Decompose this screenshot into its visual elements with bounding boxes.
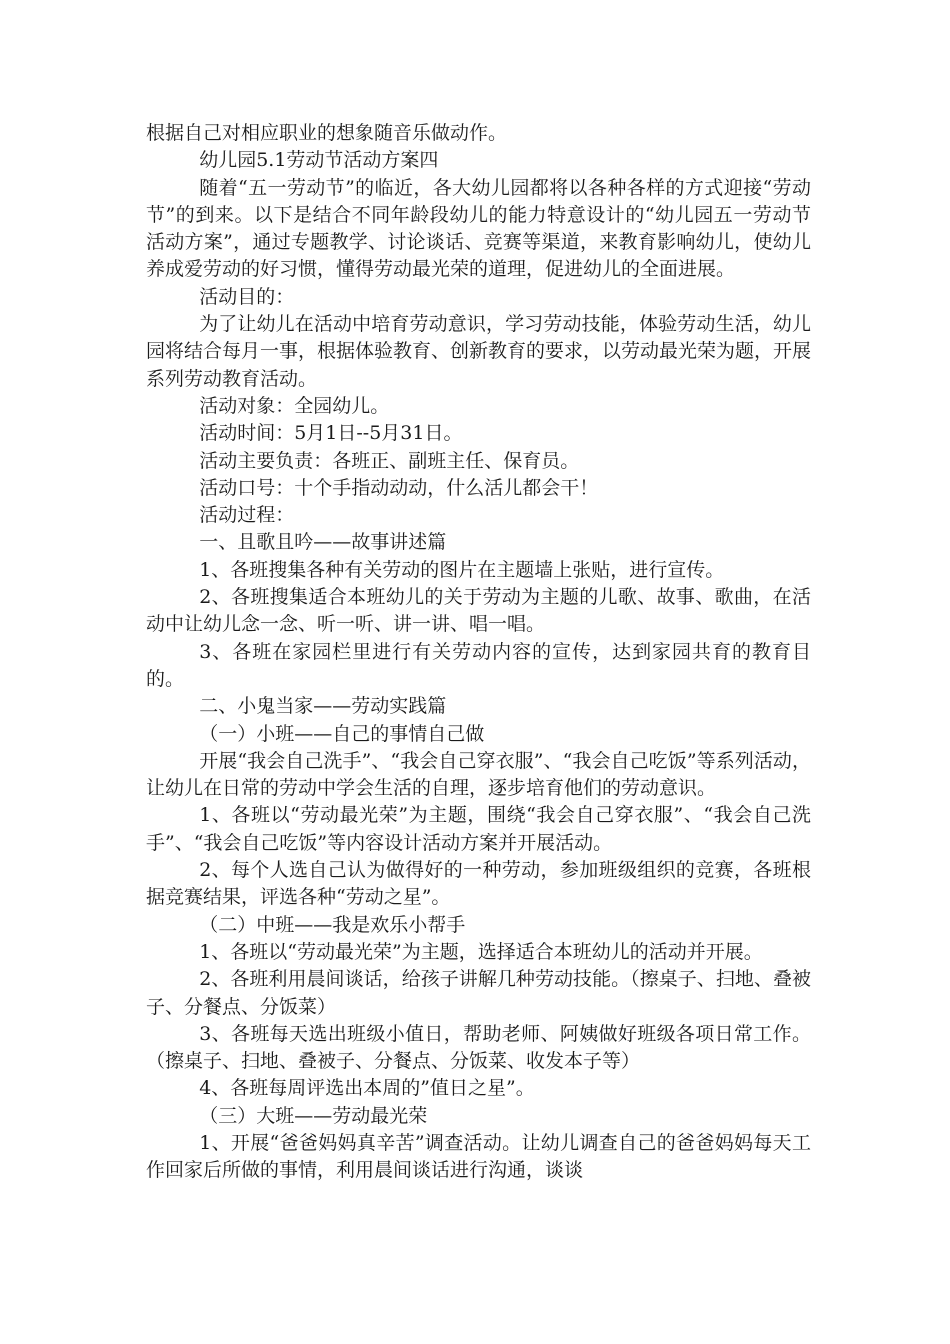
document-body	[146, 120, 811, 1185]
activity-time: 活动时间：5月1日--5月31日。	[199, 422, 463, 445]
list-item: 1、各班搜集各种有关劳动的图片在主题墙上张贴，进行宣传。	[199, 558, 725, 581]
paragraph: 开展“我会自己洗手”、“我会自己穿衣服”、“我会自己吃饭”等系列活动，让幼儿在日常的劳动中学会生活的自理，逐步培育他们的劳动意识。	[146, 749, 811, 800]
activity-owner: 活动主要负责：各班正、副班主任、保育员。	[199, 449, 580, 472]
list-item: 4、各班每周评选出本周的”值日之星”。	[199, 1077, 535, 1100]
activity-slogan: 活动口号：十个手指动动动，什么活儿都会干！	[199, 476, 599, 499]
subheading: （三）大班——劳动最光荣	[199, 1104, 428, 1127]
list-item: 2、各班搜集适合本班幼儿的关于劳动为主题的儿歌、故事、歌曲，在活动中让幼儿念一念、听一听、讲一讲、唱一唱。	[146, 586, 811, 636]
list-item: 3、各班在家园栏里进行有关劳动内容的宣传，达到家园共育的教育目的。	[146, 640, 811, 690]
activity-target: 活动对象：全园幼儿。	[199, 394, 390, 417]
subheading: （一）小班——自己的事情自己做	[199, 722, 485, 745]
list-item: 1、各班以“劳动最光荣”为主题，围绕“我会自己穿衣服”、“我会自己洗手”、“我会自己吃饭”等内容设计活动方案并开展活动。	[146, 804, 811, 854]
subheading: 一、且歌且吟——故事讲述篇	[199, 531, 447, 554]
list-item: 2、每个人选自己认为做得好的一种劳动，参加班级组织的竞赛，各班根据竞赛结果，评选各种“劳动之星”。	[146, 859, 811, 909]
subheading: （二）中班——我是欢乐小帮手	[199, 913, 466, 936]
subheading: 二、小鬼当家——劳动实践篇	[199, 695, 447, 718]
heading-process: 活动过程：	[199, 504, 295, 527]
list-item: 2、各班利用晨间谈话，给孩子讲解几种劳动技能。（擦桌子、扫地、叠被子、分餐点、分饭菜）	[146, 968, 811, 1018]
heading-purpose: 活动目的：	[199, 285, 295, 308]
list-item: 1、各班以“劳动最光荣”为主题，选择适合本班幼儿的活动并开展。	[199, 940, 763, 963]
section-title: 幼儿园5.1劳动节活动方案四	[199, 149, 439, 172]
list-item: 3、各班每天选出班级小值日，帮助老师、阿姨做好班级各项日常工作。（擦桌子、扫地、叠被子、分餐点、分饭菜、收发本子等）	[146, 1022, 811, 1073]
list-item: 1、开展“爸爸妈妈真辛苦”调查活动。让幼儿调查自己的爸爸妈妈每天工作回家后所做的事情，利用晨间谈话进行沟通，谈谈	[146, 1131, 811, 1182]
paragraph: 为了让幼儿在活动中培育劳动意识，学习劳动技能，体验劳动生活，幼儿园将结合每月一事，根据体验教育、创新教育的要求，以劳动最光荣为题，开展系列劳动教育活动。	[146, 313, 812, 390]
paragraph: 根据自己对相应职业的想象随音乐做动作。	[146, 122, 508, 144]
paragraph: 随着“五一劳动节”的临近，各大幼儿园都将以各种各样的方式迎接“劳动节”的到来。以下是结合不同年龄段幼儿的能力特意设计的“幼儿园五一劳动节活动方案”，通过专题教学、讨论谈话、竞赛等渠道，来教育影响幼儿，使幼儿养成爱劳动的好习惯，懂得劳动最光荣的道理，促进幼儿的全面进展。	[146, 176, 811, 281]
